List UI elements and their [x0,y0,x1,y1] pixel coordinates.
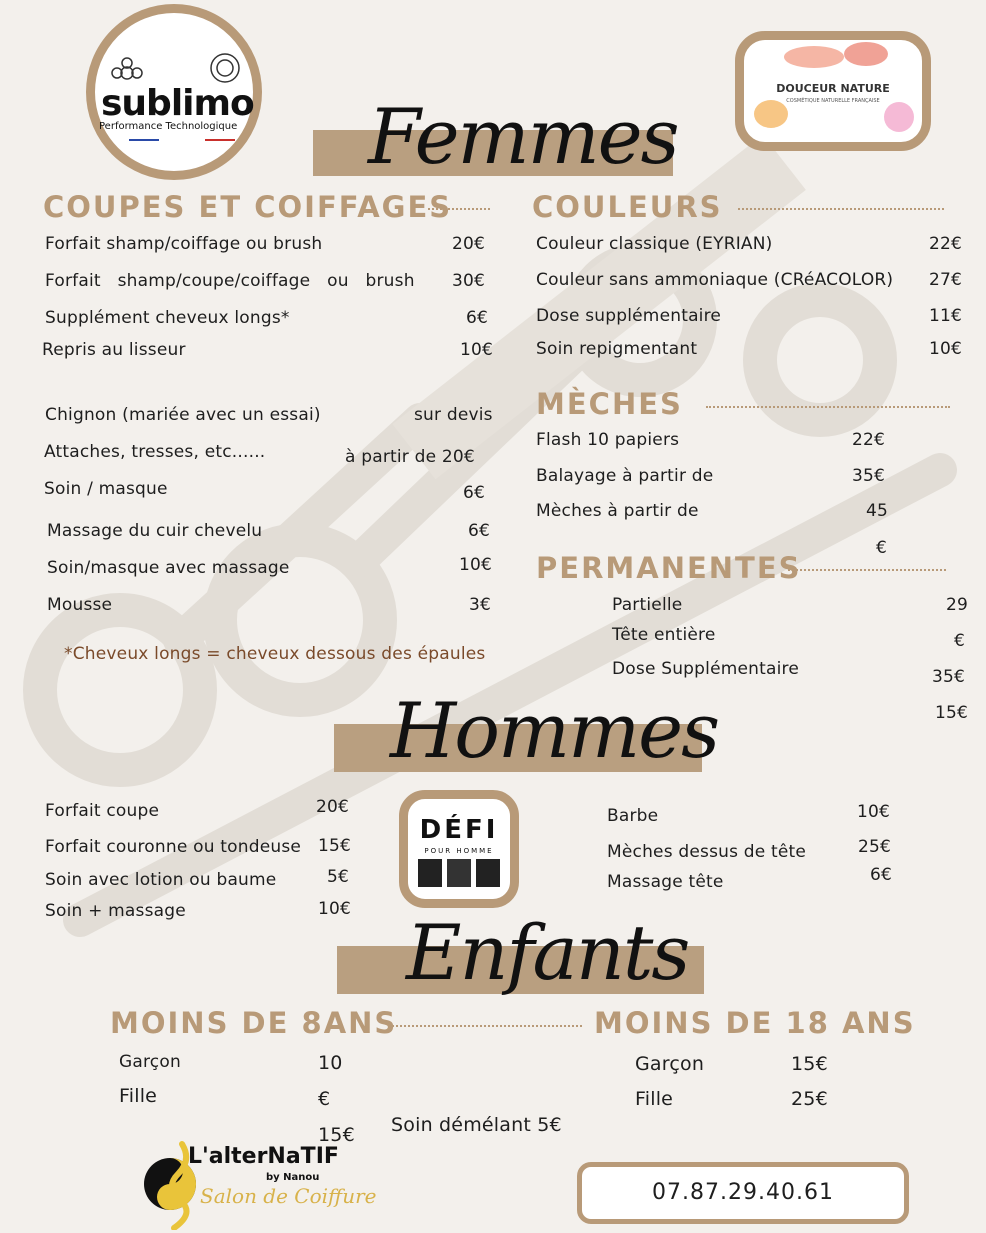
cheveux-longs-note: *Cheveux longs = cheveux dessous des épaules [64,644,486,664]
heading-dots [392,1025,582,1027]
hommes-label: Soin avec lotion ou baume [45,870,277,890]
douceur-nature-logo [735,31,931,151]
sublimo-logo [86,4,262,180]
permanentes-price: 35€ [932,667,966,687]
moins-18-label: Fille [635,1088,674,1110]
defi-image [447,859,471,887]
femmes-heading: Femmes [368,92,678,181]
permanentes-heading: PERMANENTES [536,551,802,585]
coupes-price: 6€ [468,521,491,541]
coupes-label: Forfait shamp/coiffage ou brush [45,234,323,254]
meches-price: 22€ [852,430,886,450]
moins-8-label: Fille [119,1085,158,1107]
coupes-label: Soin / masque [44,479,168,499]
enfants-heading: Enfants [406,908,689,997]
defi-image [418,859,442,887]
hommes-label: Soin + massage [45,901,186,921]
flower-icon [205,48,245,88]
coupes-label: Soin/masque avec massage [47,558,290,578]
flower-decoration [844,42,888,66]
meches-label: Flash 10 papiers [536,430,680,450]
coupes-label: Repris au lisseur [42,340,186,360]
coupes-price: 20€ [452,234,486,254]
defi-subtitle: POUR HOMME [424,847,494,855]
flower-decoration [754,100,788,128]
coupes-label: Supplément cheveux longs* [45,308,290,328]
phone-number[interactable]: 07.87.29.40.61 [652,1180,834,1205]
couleurs-label: Couleur sans ammoniaque (CRéACOLOR) [536,270,894,290]
coupes-label: Chignon (mariée avec un essai) [45,405,321,425]
moins-18-price: 15€ [791,1053,828,1075]
alternatif-by: by Nanou [266,1172,320,1183]
moins-18-ans-heading: MOINS DE 18 ANS [594,1006,916,1040]
coupes-price: 30€ [452,271,486,291]
sublimo-tagline: Performance Technologique [99,121,238,132]
soin-demelant: Soin démélant 5€ [391,1114,562,1136]
alternatif-tagline: Salon de Coiffure [200,1184,377,1208]
meches-label: Balayage à partir de [536,466,714,486]
flag-stripe [129,139,159,141]
meches-price: 35€ [852,466,886,486]
defi-image [476,859,500,887]
couleurs-heading: COULEURS [532,190,723,224]
hommes-label: Barbe [607,806,659,826]
coupes-label: Attaches, tresses, etc...... [44,442,266,462]
coupes-price: 6€ [463,483,486,503]
heading-dots [788,569,946,571]
meches-label: Mèches à partir de [536,501,699,521]
permanentes-price: 29 [946,595,969,615]
coupes-price: 10€ [459,555,493,575]
moins-8-price: 10 [318,1052,343,1074]
permanentes-label: Dose Supplémentaire [612,659,800,679]
permanentes-price: 15€ [935,703,969,723]
coupes-heading: COUPES ET COIFFAGES [43,190,453,224]
couleurs-price: 10€ [929,339,963,359]
coupes-price: sur devis [414,405,493,425]
coupes-price: à partir de 20€ [345,447,475,467]
hommes-price: 6€ [870,865,893,885]
hommes-label: Massage tête [607,872,724,892]
permanentes-price: € [954,631,966,651]
couleurs-label: Dose supplémentaire [536,306,722,326]
coupes-price: 3€ [469,595,492,615]
permanentes-label: Tête entière [612,625,716,645]
flag-stripe [205,139,235,141]
defi-title: DÉFI [419,815,499,845]
moins-18-label: Garçon [635,1053,705,1075]
meches-price: 45 [866,501,889,521]
douceur-tagline: COSMÉTIQUE NATURELLE FRANÇAISE [786,98,880,104]
coupes-label: Mousse [47,595,113,615]
meches-price-unit: € [876,538,888,558]
flower-decoration [884,102,914,132]
phone-number-box [577,1162,909,1224]
moins-8-label: Garçon [119,1052,181,1072]
hommes-price: 10€ [857,802,891,822]
meches-heading: MÈCHES [536,387,683,421]
alternatif-name: L'alterNaTIF [188,1144,339,1169]
moins-8-price: € [318,1088,331,1110]
hommes-price: 20€ [316,797,350,817]
sublimo-name: sublimo [101,83,254,124]
couleurs-label: Soin repigmentant [536,339,698,359]
heading-dots [738,208,944,210]
hommes-price: 10€ [318,899,352,919]
coupes-price: 6€ [466,308,489,328]
permanentes-label: Partielle [612,595,683,615]
couleurs-price: 11€ [929,306,963,326]
coupes-price: 10€ [460,340,494,360]
hommes-price: 25€ [858,837,892,857]
hommes-price: 15€ [318,836,352,856]
couleurs-price: 27€ [929,270,963,290]
coupes-label: Massage du cuir chevelu [47,521,263,541]
moins-18-price: 25€ [791,1088,828,1110]
hommes-label: Forfait coupe [45,801,160,821]
douceur-name: DOUCEUR NATURE [776,82,890,95]
couleurs-label: Couleur classique (EYRIAN) [536,234,773,254]
defi-pour-homme-logo [399,790,519,908]
couleurs-price: 22€ [929,234,963,254]
heading-dots [428,208,490,210]
hommes-heading: Hommes [390,686,719,775]
moins-8-price: 15€ [318,1124,355,1146]
hommes-label: Forfait couronne ou tondeuse [45,837,302,857]
flower-decoration [784,46,844,68]
moins-8-ans-heading: MOINS DE 8ANS [110,1006,398,1040]
heading-dots [706,406,950,408]
hommes-price: 5€ [327,867,350,887]
alternatif-logo [142,1140,377,1230]
hommes-label: Mèches dessus de tête [607,842,807,862]
coupes-label: Forfait shamp/coupe/coiffage ou brush [45,271,415,291]
